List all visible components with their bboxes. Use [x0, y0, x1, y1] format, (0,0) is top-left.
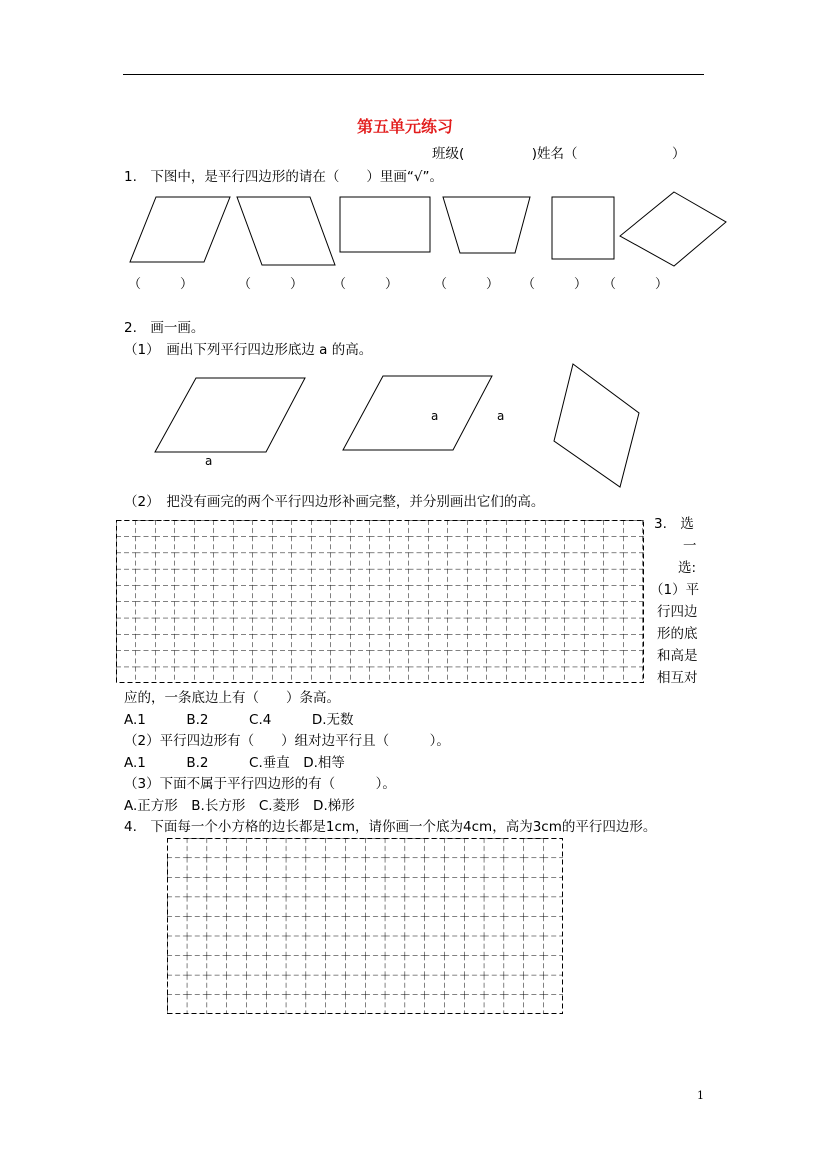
q3-side-line-6: 形的底: [657, 626, 698, 642]
q3-side-line-7: 和高是: [657, 648, 698, 664]
class-name-line: 班级( )姓名（ ）: [432, 146, 686, 162]
q3-q2: （2）平行四边形有（ ）组对边平行且（ ）。: [124, 733, 450, 749]
q1-shape-square: [552, 197, 614, 259]
q1-answer-paren-1[interactable]: （ ）: [128, 277, 194, 292]
q1-shape-rhombus: [620, 192, 726, 266]
q3-q1-options: A.1 B.2 C.4 D.无数: [124, 712, 354, 728]
q2-part2: （2） 把没有画完的两个平行四边形补画完整，并分别画出它们的高。: [124, 494, 545, 510]
q3-q3: （3）下面不属于平行四边形的有（ ）。: [124, 776, 396, 792]
q2-label-a-2: a: [431, 409, 439, 423]
q3-side-line-1: 3. 选: [654, 516, 694, 532]
q3-q1-continuation: 应的，一条底边上有（ ）条高。: [124, 690, 340, 706]
grid-1-lines: [116, 520, 644, 683]
q1-text: 1. 下图中，是平行四边形的请在（ ）里画“√”。: [124, 169, 443, 185]
q2-part1: （1） 画出下列平行四边形底边 a 的高。: [124, 342, 373, 358]
q1-answer-paren-6[interactable]: （ ）: [603, 277, 669, 292]
q2-label-a-3: a: [497, 409, 505, 423]
q3-q3-options: A.正方形 B.长方形 C.菱形 D.梯形: [124, 798, 355, 814]
q3-side-line-5: 行四边: [657, 604, 698, 620]
grid-2-lines: [167, 838, 563, 1014]
q2-label-a-1: a: [205, 454, 213, 468]
q3-side-line-4: （1）平: [650, 582, 700, 598]
q3-side-line-2: 一: [683, 538, 697, 554]
q1-shape-trapezoid: [443, 197, 530, 253]
page-number: 1: [697, 1089, 704, 1102]
drawing-grid-1[interactable]: [116, 520, 644, 683]
q3-side-line-8: 相互对: [657, 670, 698, 686]
page-title: 第五单元练习: [357, 117, 454, 136]
q1-shape-parallelogram-1: [130, 197, 230, 262]
q2-title: 2. 画一画。: [124, 320, 205, 336]
q1-answer-paren-4[interactable]: （ ）: [434, 277, 500, 292]
q1-answer-paren-3[interactable]: （ ）: [333, 277, 399, 292]
q2-parallelogram-3: [554, 364, 639, 487]
q1-answer-paren-2[interactable]: （ ）: [238, 277, 304, 292]
q2-parallelogram-1: [155, 378, 305, 452]
q3-side-line-3: 选:: [678, 560, 697, 576]
q4-text: 4. 下面每一个小方格的边长都是1cm，请你画一个底为4cm，高为3cm的平行四边形。: [124, 819, 657, 835]
q1-answer-paren-5[interactable]: （ ）: [522, 277, 588, 292]
q2-parallelogram-2: [343, 376, 492, 450]
q1-shape-rectangle: [340, 197, 430, 252]
q1-shape-parallelogram-2: [237, 197, 335, 265]
drawing-grid-2[interactable]: [167, 838, 563, 1014]
q3-q2-options: A.1 B.2 C.垂直 D.相等: [124, 755, 345, 771]
